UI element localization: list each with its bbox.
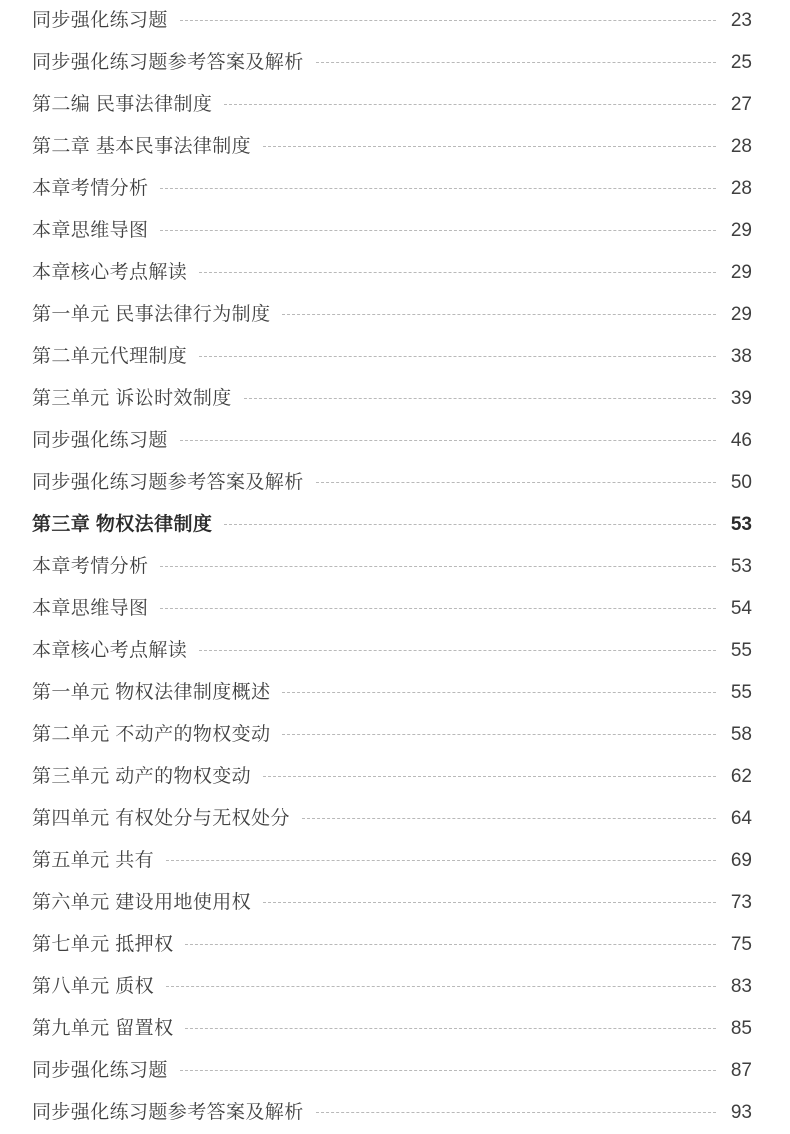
toc-entry[interactable] <box>0 336 790 378</box>
toc-entry[interactable] <box>0 672 790 714</box>
toc-entry[interactable] <box>0 210 790 252</box>
toc-entry[interactable] <box>0 546 790 588</box>
toc-entry-page-number: 25 <box>730 52 752 73</box>
toc-entry[interactable] <box>0 294 790 336</box>
toc-entry[interactable] <box>0 0 790 42</box>
toc-entry-title: 同步强化练习题参考答案及解析 <box>32 1102 304 1123</box>
toc-entry-title: 第一单元 物权法律制度概述 <box>32 682 271 703</box>
toc-entry-page-number: 46 <box>730 430 752 451</box>
toc-entry[interactable] <box>0 84 790 126</box>
toc-entry-page-number: 39 <box>730 388 752 409</box>
toc-leader-dots <box>316 61 716 63</box>
toc-entry-title: 第九单元 留置权 <box>32 1018 174 1039</box>
toc-leader-dots <box>244 397 716 399</box>
toc-entry-title: 第二单元 不动产的物权变动 <box>32 724 271 745</box>
toc-entry-page-number: 64 <box>730 808 752 829</box>
toc-leader-dots <box>263 901 716 903</box>
toc-entry[interactable] <box>0 168 790 210</box>
toc-entry-page-number: 53 <box>730 556 752 577</box>
toc-leader-dots <box>160 187 716 189</box>
toc-leader-dots <box>302 817 716 819</box>
toc-entry-title: 本章思维导图 <box>32 220 149 241</box>
toc-leader-dots <box>263 145 716 147</box>
toc-entry[interactable] <box>0 1092 790 1134</box>
toc-leader-dots <box>263 775 716 777</box>
toc-entry-page-number: 55 <box>730 682 752 703</box>
toc-leader-dots <box>185 943 716 945</box>
toc-entry-page-number: 87 <box>730 1060 752 1081</box>
toc-entry-page-number: 83 <box>730 976 752 997</box>
toc-entry-title: 本章核心考点解读 <box>32 262 188 283</box>
toc-leader-dots <box>224 103 716 105</box>
toc-entry-page-number: 27 <box>730 94 752 115</box>
toc-entry[interactable] <box>0 924 790 966</box>
toc-entry-page-number: 23 <box>730 10 752 31</box>
toc-leader-dots <box>180 19 716 21</box>
toc-entry[interactable] <box>0 588 790 630</box>
toc-entry-page-number: 28 <box>730 136 752 157</box>
toc-entry-title: 第三单元 诉讼时效制度 <box>32 388 232 409</box>
toc-entry[interactable] <box>0 756 790 798</box>
toc-entry-title: 同步强化练习题 <box>32 10 168 31</box>
toc-entry-title: 第七单元 抵押权 <box>32 934 174 955</box>
toc-entry-title: 第二编 民事法律制度 <box>32 94 213 115</box>
toc-entry[interactable] <box>0 378 790 420</box>
toc-entry-page-number: 85 <box>730 1018 752 1039</box>
toc-entry-page-number: 29 <box>730 220 752 241</box>
toc-leader-dots <box>316 481 716 483</box>
toc-entry-page-number: 93 <box>730 1102 752 1123</box>
toc-entry-page-number: 58 <box>730 724 752 745</box>
toc-entry[interactable] <box>0 126 790 168</box>
toc-entry-page-number: 29 <box>730 262 752 283</box>
toc-leader-dots <box>282 313 716 315</box>
toc-entry-title: 同步强化练习题 <box>32 1060 168 1081</box>
toc-leader-dots <box>199 271 716 273</box>
toc-entry-page-number: 54 <box>730 598 752 619</box>
toc-leader-dots <box>282 733 716 735</box>
toc-entry-title: 第五单元 共有 <box>32 850 155 871</box>
toc-entry-page-number: 62 <box>730 766 752 787</box>
toc-entry-title: 同步强化练习题参考答案及解析 <box>32 472 304 493</box>
toc-leader-dots <box>160 565 716 567</box>
toc-entry-title: 第八单元 质权 <box>32 976 155 997</box>
toc-entry-title: 第四单元 有权处分与无权处分 <box>32 808 290 829</box>
toc-leader-dots <box>185 1027 716 1029</box>
toc-entry[interactable] <box>0 966 790 1008</box>
toc-entry[interactable] <box>0 42 790 84</box>
toc-entry-title: 本章核心考点解读 <box>32 640 188 661</box>
toc-entry-title: 同步强化练习题 <box>32 430 168 451</box>
toc-entry-page-number: 69 <box>730 850 752 871</box>
toc-entry-title: 第二单元代理制度 <box>32 346 188 367</box>
toc-leader-dots <box>199 355 716 357</box>
toc-entry[interactable] <box>0 252 790 294</box>
toc-entry[interactable] <box>0 504 790 546</box>
toc-leader-dots <box>199 649 716 651</box>
toc-leader-dots <box>180 439 716 441</box>
toc-entry[interactable] <box>0 630 790 672</box>
toc-entry-title: 本章考情分析 <box>32 556 149 577</box>
toc-leader-dots <box>166 985 716 987</box>
toc-entry-page-number: 38 <box>730 346 752 367</box>
toc-entry-title: 第二章 基本民事法律制度 <box>32 136 252 157</box>
toc-entry-title: 第一单元 民事法律行为制度 <box>32 304 271 325</box>
toc-leader-dots <box>282 691 716 693</box>
toc-entry-page-number: 29 <box>730 304 752 325</box>
toc-leader-dots <box>180 1069 716 1071</box>
toc-entry[interactable] <box>0 714 790 756</box>
toc-entry[interactable] <box>0 882 790 924</box>
toc-leader-dots <box>160 229 716 231</box>
toc-entry[interactable] <box>0 420 790 462</box>
toc-entry[interactable] <box>0 462 790 504</box>
toc-entry-title: 本章考情分析 <box>32 178 149 199</box>
toc-entry-page-number: 55 <box>730 640 752 661</box>
toc-entry-title: 第六单元 建设用地使用权 <box>32 892 252 913</box>
toc-leader-dots <box>166 859 716 861</box>
toc-entry[interactable] <box>0 1050 790 1092</box>
toc-entry-page-number: 75 <box>730 934 752 955</box>
toc-entry-page-number: 73 <box>730 892 752 913</box>
toc-leader-dots <box>160 607 716 609</box>
toc-entry-title: 本章思维导图 <box>32 598 149 619</box>
toc-entry-page-number: 28 <box>730 178 752 199</box>
toc-entry-page-number: 50 <box>730 472 752 493</box>
toc-entry[interactable] <box>0 840 790 882</box>
toc-entry-page-number: 53 <box>730 514 752 535</box>
toc-leader-dots <box>224 523 716 525</box>
toc-entry-title: 同步强化练习题参考答案及解析 <box>32 52 304 73</box>
toc-entry[interactable] <box>0 798 790 840</box>
toc-entry-title: 第三章 物权法律制度 <box>32 514 213 535</box>
toc-leader-dots <box>316 1111 716 1113</box>
toc-entry-title: 第三单元 动产的物权变动 <box>32 766 252 787</box>
toc-entry[interactable] <box>0 1008 790 1050</box>
